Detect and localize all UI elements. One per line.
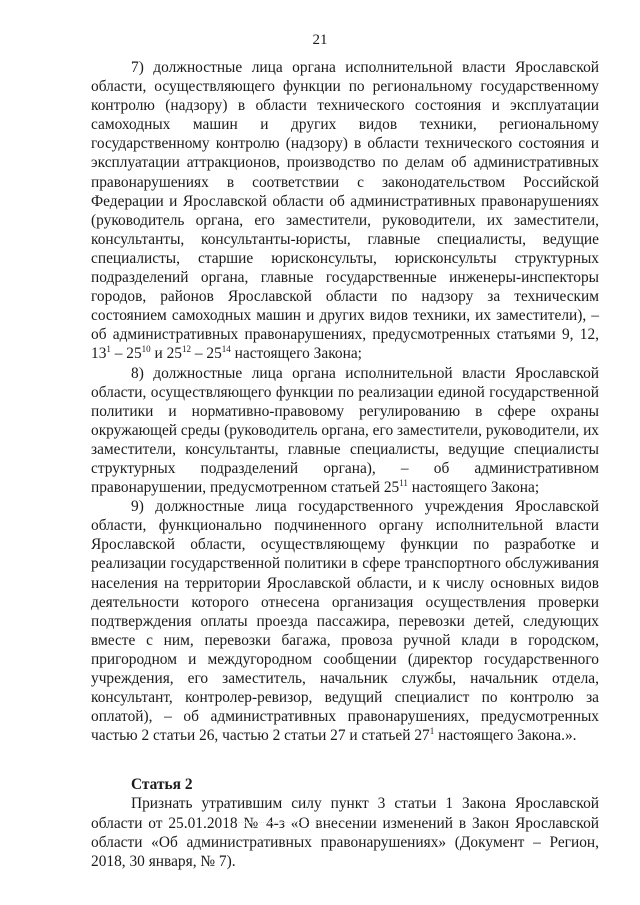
superscript-index: 14 (221, 344, 231, 355)
page-number: 21 (312, 32, 328, 48)
list-item-8 (91, 364, 599, 498)
superscript-index: 12 (182, 344, 191, 355)
superscript-index: 1 (106, 344, 111, 355)
superscript-index: 10 (141, 344, 151, 355)
text-segment: 9) должностные лица государственного учреждения Ярославской области, функционально подчиненного органу исполнительной власти Ярославской области, осуществляющему функции по разработке и реализации государственной политики в сфере транспортного обслуживания населения на территории Ярославской области, и к числу основных видов деятельности которого отнесена организация осуществления проверки подтверждения оплаты проезда пассажира, перевозки детей, следующих вместе с ним, перевозки багажа, провоза ручной клади в городском, пригородном и междугородном сообщении (директор государственного учреждения, его заместитель, начальник службы, начальник отдела, консультант, контролер-ревизор, ведущий специалист по контролю за оплатой), – об административных правонарушениях, предусмотренных частью 2 статьи 26, частью 2 статьи 27 и статьей 27 (91, 498, 599, 745)
article-2-heading: Статья 2 (131, 776, 193, 794)
text-segment: настоящего Закона.». (434, 727, 577, 745)
text-segment: – 25 (110, 345, 142, 363)
text-segment: 7) должностные лица органа исполнительной власти Ярославской области, осуществляющего функции по региональному государственному контролю (надзору) в области технического состояния и эксплуатации самоходных машин и других видов техники, региональному государственному контролю (надзору) в области технического состояния и эксплуатации аттракционов, производство по делам об административных правонарушениях в соответствии с законодательством Российской Федерации и Ярославской области об административных правонарушениях (руководитель органа, его заместители, руководители, их заместители, консультанты, консультанты-юристы, главные специалисты, ведущие специалисты, старшие юрисконсульты, юрисконсульты структурных подразделений органа, главные государственные инженеры-инспекторы городов, районов Ярославской области по надзору за техническим состоянием самоходных машин и других видов техники, их заместители), – об административных правонарушениях, предусмотренных статьями 9, 12, 13 (91, 59, 599, 363)
article-2-text: Признать утратившим силу пункт 3 статьи 1 Закона Ярославской области от 25.01.2018 № 4-з «О внесении изменений в Закон Ярославской области «Об административных правонарушениях» (Документ – Регион, 2018, 30 января, № 7). (91, 795, 599, 870)
superscript-index: 1 (429, 726, 435, 737)
superscript-index: 11 (399, 478, 408, 489)
text-segment: настоящего Закона; (407, 479, 540, 497)
text-segment: и 25 (150, 345, 182, 363)
document-body (91, 58, 599, 871)
list-item-9 (91, 497, 599, 745)
text-segment: настоящего Закона; (230, 345, 362, 363)
list-item-7 (91, 58, 599, 364)
text-segment: – 25 (191, 345, 222, 363)
text-segment: 8) должностные лица органа исполнительной власти Ярославской области, осуществляющего функции по реализации единой государственной политики и нормативно-правовому регулированию в сфере охраны окружающей среды (руководитель органа, его заместители, руководители, их заместители, консультанты, главные специалисты, ведущие специалисты структурных подразделений органа), – об административном правонарушении, предусмотренном статьей 25 (91, 364, 599, 497)
scan-artifact-line (238, 822, 368, 823)
